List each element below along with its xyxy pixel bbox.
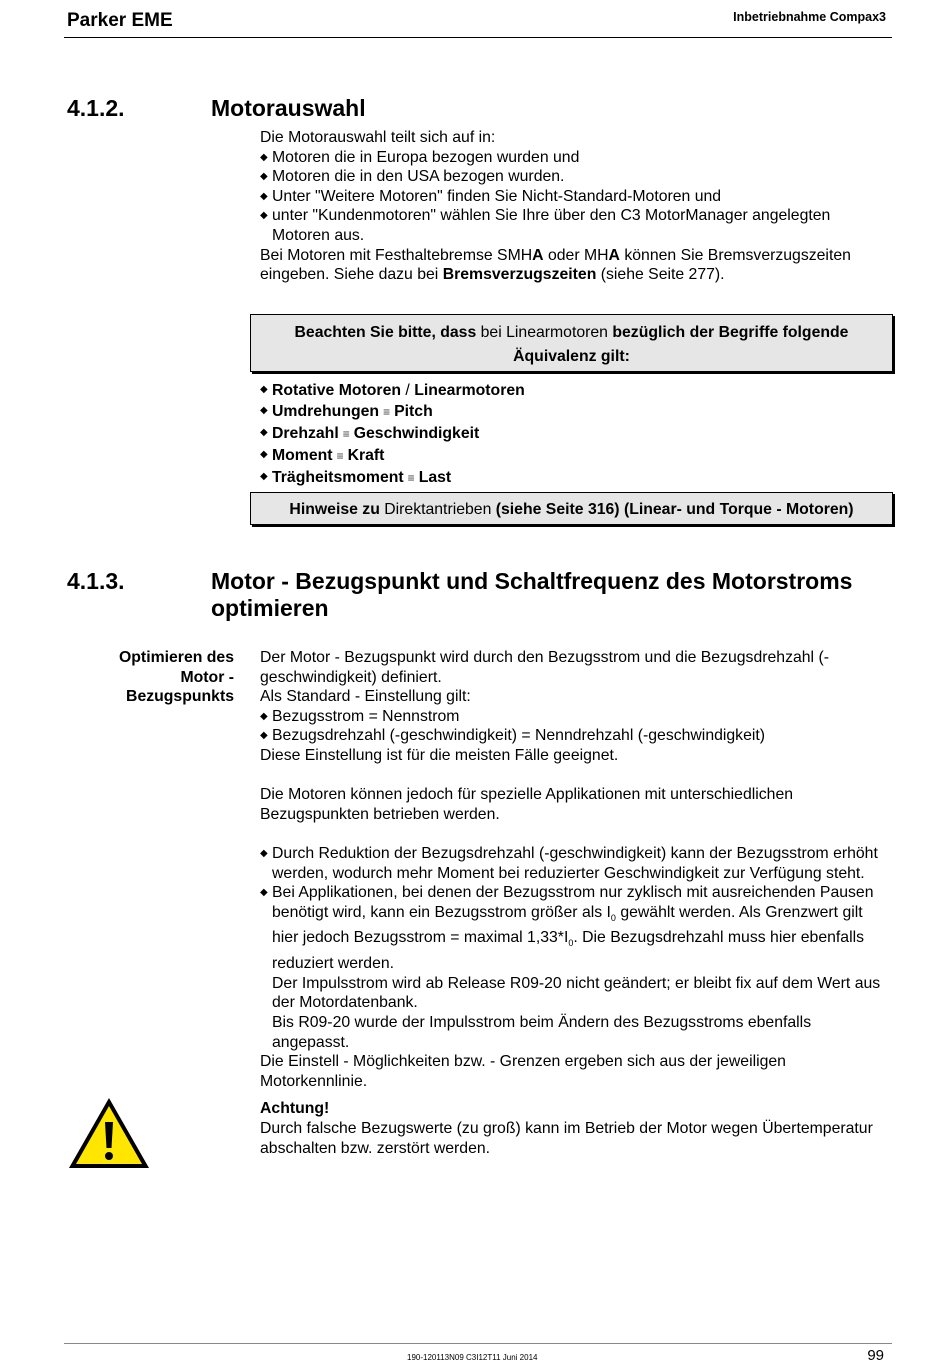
- diamond-bullet-icon: ◆: [260, 210, 268, 222]
- diamond-bullet-icon: ◆: [260, 384, 268, 395]
- diamond-bullet-icon: ◆: [260, 171, 268, 183]
- warning-title: Achtung!: [260, 1100, 330, 1118]
- footer-divider: [64, 1343, 892, 1344]
- brake-paragraph: Bei Motoren mit Festhaltebremse SMHA oder MHA können Sie Bremsverzugszeiten eingeben. Siehe dazu bei Bremsverzugszeiten (siehe Seite 277).: [260, 246, 851, 284]
- diamond-bullet-icon: ◆: [260, 887, 268, 899]
- paragraph: Die Einstell - Möglichkeiten bzw. - Grenzen ergeben sich aus der jeweiligen Motorkennlinie.: [260, 1053, 786, 1090]
- equivalence-list: [260, 380, 890, 489]
- diamond-bullet-icon: ◆: [260, 405, 268, 416]
- paragraph: Der Motor - Bezugspunkt wird durch den Bezugsstrom und die Bezugsdrehzahl (-geschwindigkeit) definiert.: [260, 649, 829, 686]
- diamond-bullet-icon: ◆: [260, 471, 268, 482]
- list-item: ◆ Drehzahl ≡ Geschwindigkeit: [260, 423, 890, 445]
- header-doc-title: Inbetriebnahme Compax3: [733, 10, 886, 24]
- page-number: 99: [867, 1347, 884, 1364]
- diamond-bullet-icon: ◆: [260, 730, 268, 742]
- paragraph: Als Standard - Einstellung gilt:: [260, 688, 471, 706]
- header-company: Parker EME: [67, 10, 173, 31]
- list-item: ◆ Bezugsstrom = Nennstrom: [260, 707, 460, 725]
- header-divider: [64, 37, 892, 38]
- footer-doc-code: 190-120113N09 C3I12T11 Juni 2014: [407, 1353, 538, 1362]
- section-412-body: [260, 128, 890, 285]
- section-413-body: [260, 648, 890, 1158]
- diamond-bullet-icon: ◆: [260, 449, 268, 460]
- direct-drives-link[interactable]: Direktantrieben: [379, 501, 496, 518]
- list-item: ◆ Motoren die in Europa bezogen wurden und: [260, 148, 580, 166]
- list-item: ◆ Motoren die in den USA bezogen wurden.: [260, 168, 565, 186]
- hint-box-direct-drives: Hinweise zu Direktantrieben (siehe Seite 316) (Linear- und Torque - Motoren): [250, 492, 893, 525]
- paragraph: Die Motoren können jedoch für spezielle Applikationen mit unterschiedlichen Bezugspunkten betrieben werden.: [260, 786, 794, 823]
- list-item: ◆ Bezugsdrehzahl (-geschwindigkeit) = Nenndrehzahl (-geschwindigkeit): [260, 727, 766, 745]
- diamond-bullet-icon: ◆: [260, 151, 268, 163]
- list-item: ◆ Umdrehungen ≡ Pitch: [260, 401, 890, 423]
- section-title-412: Motorauswahl: [211, 95, 366, 121]
- list-item: ◆ Moment ≡ Kraft: [260, 445, 890, 467]
- diamond-bullet-icon: ◆: [260, 710, 268, 722]
- list-item: ◆ Unter "Weitere Motoren" finden Sie Nicht-Standard-Motoren und: [260, 187, 722, 205]
- paragraph: Diese Einstellung ist für die meisten Fälle geeignet.: [260, 746, 619, 764]
- list-item: ◆ Bei Applikationen, bei denen der Bezugsstrom nur zyklisch mit ausreichenden Pausen benötigt wird, kann ein Bezugsstrom größer als $I_0$ gewählt werden. Als Grenzwert gilt hier jedoch Bezugsstrom = maximal $1,33*I_0$. Die Bezugsdrehzahl muss hier ebenfalls reduziert werden. Der Impulsstrom wird ab Release R09-20 nicht geändert; er bleibt fix auf dem Wert aus der Motordatenbank. Bis R09-20 wurde der Impulsstrom beim Ändern des Bezugsstroms ebenfalls angepasst.: [260, 884, 881, 1051]
- list-item: ◆ unter "Kundenmotoren" wählen Sie Ihre über den C3 MotorManager angelegten Motoren aus.: [260, 207, 831, 244]
- list-item: ◆ Durch Reduktion der Bezugsdrehzahl (-geschwindigkeit) kann der Bezugsstrom erhöht werden, wodurch mehr Moment bei reduzierter Geschwindigkeit zur Verfügung steht.: [260, 844, 878, 882]
- section-number-413: 4.1.3.: [67, 568, 125, 594]
- diamond-bullet-icon: ◆: [260, 427, 268, 438]
- warning-text: Durch falsche Bezugswerte (zu groß) kann im Betrieb der Motor wegen Übertemperatur abschalten bzw. zerstört werden.: [260, 1119, 873, 1157]
- note-box-equivalence: Beachten Sie bitte, dass bei Linearmotoren bezüglich der Begriffe folgende Äquivalenz gilt:: [250, 314, 893, 372]
- side-label-bezugspunkt: Optimieren des Motor - Bezugspunkts: [119, 649, 234, 706]
- section-number-412: 4.1.2.: [67, 95, 125, 121]
- section-title-413: Motor - Bezugspunkt und Schaltfrequenz des Motorstroms optimieren: [211, 568, 853, 621]
- diamond-bullet-icon: ◆: [260, 190, 268, 202]
- brake-link[interactable]: Bremsverzugszeiten: [442, 266, 597, 284]
- intro-text: Die Motorauswahl teilt sich auf in:: [260, 129, 496, 146]
- diamond-bullet-icon: ◆: [260, 847, 268, 859]
- warning-triangle-icon: [67, 1096, 151, 1170]
- list-item: ◆ Trägheitsmoment ≡ Last: [260, 467, 890, 489]
- list-item: ◆ Rotative Motoren / Linearmotoren: [260, 382, 525, 399]
